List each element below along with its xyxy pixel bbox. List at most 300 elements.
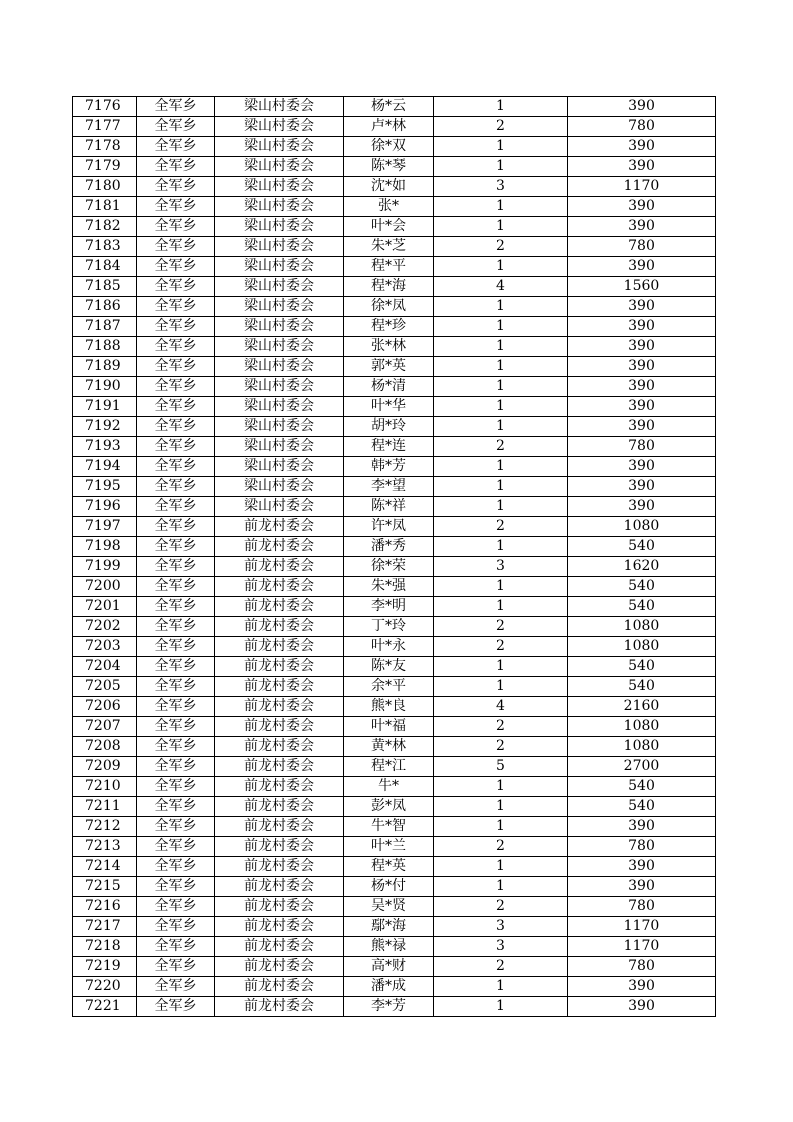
amount-cell: 1080 (568, 517, 716, 537)
township-cell: 全军乡 (137, 417, 215, 437)
row-number-cell: 7182 (73, 217, 137, 237)
village-committee-cell: 梁山村委会 (215, 357, 344, 377)
household-count-cell: 1 (434, 857, 568, 877)
amount-cell: 1620 (568, 557, 716, 577)
table-row (73, 397, 716, 417)
person-name-cell: 余*平 (344, 677, 434, 697)
amount-cell: 390 (568, 297, 716, 317)
township-cell: 全军乡 (137, 197, 215, 217)
household-count-cell: 3 (434, 937, 568, 957)
table-row (73, 897, 716, 917)
row-number-cell: 7221 (73, 997, 137, 1017)
village-committee-cell: 前龙村委会 (215, 517, 344, 537)
person-name-cell: 潘*成 (344, 977, 434, 997)
row-number-cell: 7196 (73, 497, 137, 517)
row-number-cell: 7202 (73, 617, 137, 637)
village-committee-cell: 前龙村委会 (215, 717, 344, 737)
amount-cell: 390 (568, 817, 716, 837)
row-number-cell: 7205 (73, 677, 137, 697)
amount-cell: 1080 (568, 637, 716, 657)
amount-cell: 780 (568, 897, 716, 917)
township-cell: 全军乡 (137, 337, 215, 357)
household-count-cell: 5 (434, 757, 568, 777)
township-cell: 全军乡 (137, 897, 215, 917)
row-number-cell: 7218 (73, 937, 137, 957)
row-number-cell: 7178 (73, 137, 137, 157)
household-count-cell: 4 (434, 277, 568, 297)
township-cell: 全军乡 (137, 797, 215, 817)
row-number-cell: 7200 (73, 577, 137, 597)
amount-cell: 780 (568, 237, 716, 257)
person-name-cell: 许*凤 (344, 517, 434, 537)
village-committee-cell: 前龙村委会 (215, 557, 344, 577)
township-cell: 全军乡 (137, 477, 215, 497)
village-committee-cell: 梁山村委会 (215, 497, 344, 517)
table-row (73, 597, 716, 617)
amount-cell: 540 (568, 597, 716, 617)
amount-cell: 390 (568, 357, 716, 377)
table-row (73, 137, 716, 157)
township-cell: 全军乡 (137, 697, 215, 717)
village-committee-cell: 前龙村委会 (215, 897, 344, 917)
row-number-cell: 7199 (73, 557, 137, 577)
village-committee-cell: 梁山村委会 (215, 217, 344, 237)
amount-cell: 540 (568, 657, 716, 677)
person-name-cell: 程*连 (344, 437, 434, 457)
row-number-cell: 7176 (73, 97, 137, 117)
row-number-cell: 7217 (73, 917, 137, 937)
village-committee-cell: 梁山村委会 (215, 297, 344, 317)
table-row (73, 157, 716, 177)
person-name-cell: 杨*云 (344, 97, 434, 117)
village-committee-cell: 梁山村委会 (215, 477, 344, 497)
table-row (73, 837, 716, 857)
village-committee-cell: 梁山村委会 (215, 337, 344, 357)
village-committee-cell: 梁山村委会 (215, 117, 344, 137)
amount-cell: 1170 (568, 177, 716, 197)
amount-cell: 540 (568, 677, 716, 697)
document-sheet (72, 96, 715, 1017)
person-name-cell: 徐*凤 (344, 297, 434, 317)
person-name-cell: 叶*永 (344, 637, 434, 657)
person-name-cell: 熊*禄 (344, 937, 434, 957)
township-cell: 全军乡 (137, 357, 215, 377)
village-committee-cell: 前龙村委会 (215, 957, 344, 977)
amount-cell: 540 (568, 797, 716, 817)
row-number-cell: 7195 (73, 477, 137, 497)
amount-cell: 390 (568, 337, 716, 357)
household-count-cell: 1 (434, 677, 568, 697)
person-name-cell: 程*海 (344, 277, 434, 297)
row-number-cell: 7179 (73, 157, 137, 177)
person-name-cell: 韩*芳 (344, 457, 434, 477)
amount-cell: 780 (568, 957, 716, 977)
village-committee-cell: 前龙村委会 (215, 877, 344, 897)
row-number-cell: 7208 (73, 737, 137, 757)
person-name-cell: 朱*强 (344, 577, 434, 597)
table-row (73, 577, 716, 597)
row-number-cell: 7184 (73, 257, 137, 277)
table-row (73, 297, 716, 317)
table-row (73, 857, 716, 877)
township-cell: 全军乡 (137, 597, 215, 617)
table-row (73, 757, 716, 777)
township-cell: 全军乡 (137, 257, 215, 277)
person-name-cell: 徐*荣 (344, 557, 434, 577)
village-committee-cell: 前龙村委会 (215, 797, 344, 817)
person-name-cell: 李*望 (344, 477, 434, 497)
village-committee-cell: 梁山村委会 (215, 137, 344, 157)
household-count-cell: 1 (434, 257, 568, 277)
person-name-cell: 郭*英 (344, 357, 434, 377)
household-count-cell: 2 (434, 517, 568, 537)
household-count-cell: 3 (434, 557, 568, 577)
household-count-cell: 1 (434, 797, 568, 817)
household-count-cell: 2 (434, 437, 568, 457)
township-cell: 全军乡 (137, 737, 215, 757)
household-count-cell: 2 (434, 617, 568, 637)
person-name-cell: 吴*贤 (344, 897, 434, 917)
row-number-cell: 7187 (73, 317, 137, 337)
table-row (73, 437, 716, 457)
table-row (73, 877, 716, 897)
household-count-cell: 4 (434, 697, 568, 717)
person-name-cell: 张*林 (344, 337, 434, 357)
amount-cell: 390 (568, 877, 716, 897)
amount-cell: 2160 (568, 697, 716, 717)
row-number-cell: 7185 (73, 277, 137, 297)
row-number-cell: 7177 (73, 117, 137, 137)
township-cell: 全军乡 (137, 637, 215, 657)
village-committee-cell: 梁山村委会 (215, 417, 344, 437)
household-count-cell: 1 (434, 597, 568, 617)
household-count-cell: 1 (434, 337, 568, 357)
township-cell: 全军乡 (137, 397, 215, 417)
table-row (73, 737, 716, 757)
table-row (73, 217, 716, 237)
person-name-cell: 丁*玲 (344, 617, 434, 637)
household-count-cell: 1 (434, 477, 568, 497)
township-cell: 全军乡 (137, 657, 215, 677)
table-row (73, 997, 716, 1017)
amount-cell: 1170 (568, 937, 716, 957)
row-number-cell: 7191 (73, 397, 137, 417)
row-number-cell: 7206 (73, 697, 137, 717)
table-row (73, 657, 716, 677)
township-cell: 全军乡 (137, 877, 215, 897)
person-name-cell: 李*明 (344, 597, 434, 617)
table-row (73, 817, 716, 837)
amount-cell: 1080 (568, 617, 716, 637)
village-committee-cell: 梁山村委会 (215, 257, 344, 277)
household-count-cell: 1 (434, 537, 568, 557)
person-name-cell: 沈*如 (344, 177, 434, 197)
household-count-cell: 1 (434, 417, 568, 437)
person-name-cell: 杨*清 (344, 377, 434, 397)
row-number-cell: 7210 (73, 777, 137, 797)
village-committee-cell: 前龙村委会 (215, 917, 344, 937)
township-cell: 全军乡 (137, 97, 215, 117)
person-name-cell: 叶*兰 (344, 837, 434, 857)
amount-cell: 390 (568, 457, 716, 477)
person-name-cell: 黄*林 (344, 737, 434, 757)
village-committee-cell: 前龙村委会 (215, 637, 344, 657)
person-name-cell: 陈*友 (344, 657, 434, 677)
township-cell: 全军乡 (137, 217, 215, 237)
household-count-cell: 1 (434, 877, 568, 897)
table-row (73, 957, 716, 977)
table-row (73, 197, 716, 217)
table-row (73, 637, 716, 657)
township-cell: 全军乡 (137, 717, 215, 737)
village-committee-cell: 梁山村委会 (215, 377, 344, 397)
table-row (73, 697, 716, 717)
village-committee-cell: 梁山村委会 (215, 97, 344, 117)
person-name-cell: 叶*会 (344, 217, 434, 237)
table-row (73, 937, 716, 957)
township-cell: 全军乡 (137, 777, 215, 797)
village-committee-cell: 前龙村委会 (215, 697, 344, 717)
village-committee-cell: 前龙村委会 (215, 997, 344, 1017)
person-name-cell: 李*芳 (344, 997, 434, 1017)
table-row (73, 797, 716, 817)
village-committee-cell: 前龙村委会 (215, 537, 344, 557)
village-committee-cell: 前龙村委会 (215, 857, 344, 877)
row-number-cell: 7213 (73, 837, 137, 857)
household-count-cell: 1 (434, 397, 568, 417)
row-number-cell: 7215 (73, 877, 137, 897)
township-cell: 全军乡 (137, 817, 215, 837)
row-number-cell: 7220 (73, 977, 137, 997)
row-number-cell: 7198 (73, 537, 137, 557)
village-committee-cell: 前龙村委会 (215, 677, 344, 697)
row-number-cell: 7211 (73, 797, 137, 817)
row-number-cell: 7219 (73, 957, 137, 977)
row-number-cell: 7186 (73, 297, 137, 317)
village-committee-cell: 前龙村委会 (215, 937, 344, 957)
amount-cell: 780 (568, 117, 716, 137)
amount-cell: 780 (568, 437, 716, 457)
household-count-cell: 2 (434, 637, 568, 657)
person-name-cell: 叶*华 (344, 397, 434, 417)
table-row (73, 257, 716, 277)
row-number-cell: 7188 (73, 337, 137, 357)
township-cell: 全军乡 (137, 557, 215, 577)
household-count-cell: 1 (434, 497, 568, 517)
village-committee-cell: 前龙村委会 (215, 577, 344, 597)
township-cell: 全军乡 (137, 137, 215, 157)
township-cell: 全军乡 (137, 677, 215, 697)
village-committee-cell: 前龙村委会 (215, 837, 344, 857)
table-row (73, 537, 716, 557)
person-name-cell: 朱*芝 (344, 237, 434, 257)
amount-cell: 390 (568, 97, 716, 117)
amount-cell: 390 (568, 377, 716, 397)
person-name-cell: 陈*琴 (344, 157, 434, 177)
household-count-cell: 2 (434, 117, 568, 137)
table-row (73, 497, 716, 517)
village-committee-cell: 梁山村委会 (215, 177, 344, 197)
household-count-cell: 1 (434, 297, 568, 317)
village-committee-cell: 梁山村委会 (215, 397, 344, 417)
table-row (73, 677, 716, 697)
table-row (73, 777, 716, 797)
amount-cell: 780 (568, 837, 716, 857)
township-cell: 全军乡 (137, 937, 215, 957)
amount-cell: 1560 (568, 277, 716, 297)
amount-cell: 390 (568, 857, 716, 877)
household-count-cell: 1 (434, 457, 568, 477)
person-name-cell: 徐*双 (344, 137, 434, 157)
row-number-cell: 7193 (73, 437, 137, 457)
township-cell: 全军乡 (137, 157, 215, 177)
amount-cell: 390 (568, 217, 716, 237)
household-count-cell: 2 (434, 897, 568, 917)
table-row (73, 717, 716, 737)
township-cell: 全军乡 (137, 237, 215, 257)
household-count-cell: 1 (434, 197, 568, 217)
table-row (73, 117, 716, 137)
amount-cell: 390 (568, 257, 716, 277)
household-count-cell: 2 (434, 237, 568, 257)
village-committee-cell: 前龙村委会 (215, 657, 344, 677)
person-name-cell: 程*江 (344, 757, 434, 777)
person-name-cell: 胡*玲 (344, 417, 434, 437)
township-cell: 全军乡 (137, 497, 215, 517)
person-name-cell: 高*财 (344, 957, 434, 977)
village-committee-cell: 梁山村委会 (215, 157, 344, 177)
person-name-cell: 鄢*海 (344, 917, 434, 937)
township-cell: 全军乡 (137, 757, 215, 777)
household-count-cell: 1 (434, 157, 568, 177)
table-row (73, 477, 716, 497)
row-number-cell: 7192 (73, 417, 137, 437)
row-number-cell: 7190 (73, 377, 137, 397)
amount-cell: 390 (568, 197, 716, 217)
row-number-cell: 7201 (73, 597, 137, 617)
table-row (73, 277, 716, 297)
amount-cell: 540 (568, 537, 716, 557)
table-row (73, 337, 716, 357)
person-name-cell: 熊*良 (344, 697, 434, 717)
village-committee-cell: 前龙村委会 (215, 597, 344, 617)
table-row (73, 377, 716, 397)
household-count-cell: 1 (434, 217, 568, 237)
household-count-cell: 1 (434, 137, 568, 157)
table-row (73, 317, 716, 337)
amount-cell: 390 (568, 997, 716, 1017)
row-number-cell: 7209 (73, 757, 137, 777)
village-committee-cell: 梁山村委会 (215, 457, 344, 477)
township-cell: 全军乡 (137, 177, 215, 197)
table-row (73, 177, 716, 197)
household-count-cell: 2 (434, 957, 568, 977)
township-cell: 全军乡 (137, 577, 215, 597)
township-cell: 全军乡 (137, 277, 215, 297)
household-count-cell: 1 (434, 997, 568, 1017)
amount-cell: 1080 (568, 717, 716, 737)
amount-cell: 390 (568, 417, 716, 437)
village-committee-cell: 前龙村委会 (215, 757, 344, 777)
village-committee-cell: 前龙村委会 (215, 737, 344, 757)
row-number-cell: 7194 (73, 457, 137, 477)
household-count-cell: 2 (434, 837, 568, 857)
township-cell: 全军乡 (137, 297, 215, 317)
row-number-cell: 7181 (73, 197, 137, 217)
person-name-cell: 牛* (344, 777, 434, 797)
village-committee-cell: 梁山村委会 (215, 437, 344, 457)
amount-cell: 540 (568, 577, 716, 597)
household-count-cell: 1 (434, 817, 568, 837)
table-row (73, 237, 716, 257)
table-row (73, 517, 716, 537)
household-count-cell: 1 (434, 357, 568, 377)
person-name-cell: 杨*付 (344, 877, 434, 897)
amount-cell: 390 (568, 157, 716, 177)
household-count-cell: 1 (434, 777, 568, 797)
village-committee-cell: 前龙村委会 (215, 977, 344, 997)
table-row (73, 97, 716, 117)
township-cell: 全军乡 (137, 957, 215, 977)
village-committee-cell: 前龙村委会 (215, 817, 344, 837)
table-row (73, 417, 716, 437)
row-number-cell: 7197 (73, 517, 137, 537)
township-cell: 全军乡 (137, 317, 215, 337)
person-name-cell: 程*珍 (344, 317, 434, 337)
table-row (73, 917, 716, 937)
person-name-cell: 程*英 (344, 857, 434, 877)
village-committee-cell: 前龙村委会 (215, 777, 344, 797)
household-count-cell: 1 (434, 317, 568, 337)
amount-cell: 390 (568, 477, 716, 497)
data-table (72, 96, 716, 1017)
row-number-cell: 7204 (73, 657, 137, 677)
household-count-cell: 1 (434, 377, 568, 397)
row-number-cell: 7183 (73, 237, 137, 257)
person-name-cell: 卢*林 (344, 117, 434, 137)
household-count-cell: 1 (434, 977, 568, 997)
person-name-cell: 陈*祥 (344, 497, 434, 517)
village-committee-cell: 梁山村委会 (215, 237, 344, 257)
household-count-cell: 3 (434, 177, 568, 197)
township-cell: 全军乡 (137, 617, 215, 637)
person-name-cell: 程*平 (344, 257, 434, 277)
amount-cell: 390 (568, 397, 716, 417)
township-cell: 全军乡 (137, 457, 215, 477)
amount-cell: 1080 (568, 737, 716, 757)
person-name-cell: 叶*福 (344, 717, 434, 737)
amount-cell: 540 (568, 777, 716, 797)
table-row (73, 557, 716, 577)
amount-cell: 390 (568, 137, 716, 157)
township-cell: 全军乡 (137, 437, 215, 457)
row-number-cell: 7214 (73, 857, 137, 877)
row-number-cell: 7207 (73, 717, 137, 737)
table-row (73, 457, 716, 477)
table-body (73, 97, 716, 1017)
table-row (73, 617, 716, 637)
township-cell: 全军乡 (137, 517, 215, 537)
village-committee-cell: 梁山村委会 (215, 317, 344, 337)
amount-cell: 390 (568, 977, 716, 997)
township-cell: 全军乡 (137, 977, 215, 997)
township-cell: 全军乡 (137, 377, 215, 397)
person-name-cell: 牛*智 (344, 817, 434, 837)
row-number-cell: 7180 (73, 177, 137, 197)
amount-cell: 390 (568, 317, 716, 337)
village-committee-cell: 前龙村委会 (215, 617, 344, 637)
amount-cell: 2700 (568, 757, 716, 777)
